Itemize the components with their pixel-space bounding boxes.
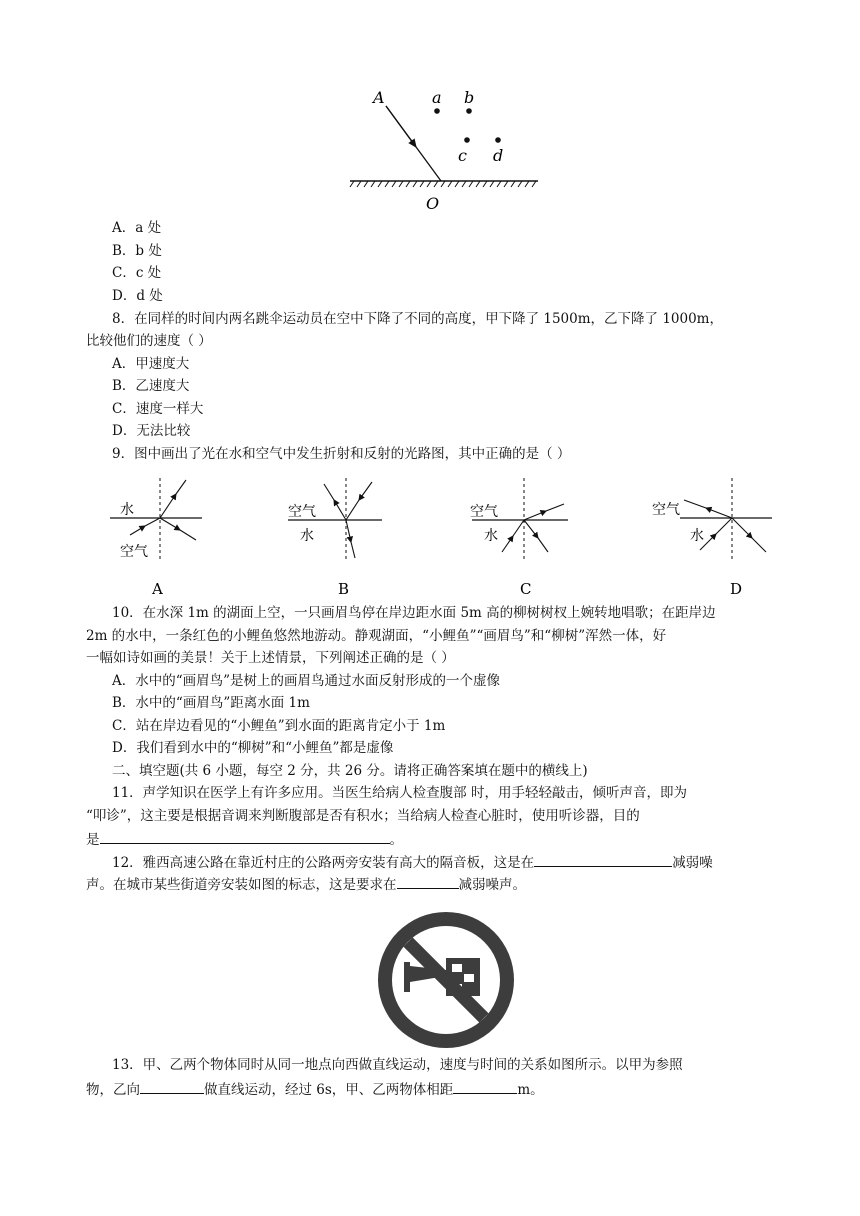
q12-answer-blank-1[interactable] <box>534 852 672 867</box>
q8-stem-line1: 8．在同样的时间内两名跳伞运动员在空中下降了不同的高度，甲下降了 1500m，乙下降了 1000m， <box>112 311 723 327</box>
point-a <box>434 108 440 114</box>
label-a: a <box>432 88 442 107</box>
diagram-a-top-label: 水 <box>120 502 134 518</box>
q13-text-b: 做直线运动，经过 6s，甲、乙两物体相距 <box>204 1082 454 1098</box>
label-O: O <box>426 194 440 213</box>
q13-stem-line1: 13．甲、乙两个物体同时从同一地点向西做直线运动，速度与时间的关系如图所示。以甲为参照 <box>112 1057 683 1073</box>
q9-stem: 9．图中画出了光在水和空气中发生折射和反射的光路图，其中正确的是（ ） <box>112 446 571 462</box>
q7-option-c: C．c 处 <box>112 265 162 281</box>
q7-option-d: D．d 处 <box>112 288 163 304</box>
q10-option-d: D．我们看到水中的“柳树”和“小鲤鱼”都是虚像 <box>112 740 394 756</box>
q10-stem-line2: 2m 的水中，一条红色的小鲤鱼悠然地游动。静观湖面，“小鲤鱼”“画眉鸟”和“柳树”浑然一体，好 <box>86 628 667 644</box>
q9-refraction-diagrams <box>100 470 800 602</box>
q12-text-b: 减弱噪 <box>672 855 713 871</box>
label-b: b <box>464 88 475 107</box>
q11-stem-line2: “叩诊”，这主要是根据音调来判断腹部是否有积水；当给病人检查心脏时，使用听诊器，目的 <box>86 808 640 824</box>
label-c: c <box>458 146 467 165</box>
q13-stem-line2 <box>86 1079 544 1099</box>
diagram-d-caption: D <box>730 580 743 598</box>
q11-text-a: 是 <box>86 832 100 848</box>
q12-answer-blank-2[interactable] <box>397 874 459 889</box>
diagram-d-bottom-label: 水 <box>690 528 704 544</box>
q8-option-b: B．乙速度大 <box>112 378 190 394</box>
q13-text-a: 物，乙向 <box>86 1082 140 1098</box>
diagram-a-bottom-label: 空气 <box>120 544 148 560</box>
q11-text-b: 。 <box>389 832 403 848</box>
label-A: A <box>373 88 385 107</box>
q12-stem-line1 <box>112 852 713 872</box>
diagram-b <box>288 478 382 598</box>
q8-stem-line2: 比较他们的速度（ ） <box>86 333 212 349</box>
diagram-b-caption: B <box>338 580 350 598</box>
diagram-d <box>652 478 772 598</box>
reflection-point-figure <box>340 84 550 214</box>
q11-stem-line1: 11．声学知识在医学上有许多应用。当医生给病人检查腹部 时，用手轻轻敲击，倾听声音，即为 <box>112 785 687 801</box>
mirror-hatching <box>350 181 536 187</box>
section-heading: 二、填空题(共 6 小题，每空 2 分，共 26 分。请将正确答案填在题中的横线上) <box>112 763 588 779</box>
q10-option-b: B．水中的“画眉鸟”距离水面 1m <box>112 695 310 711</box>
q13-text-c: m。 <box>517 1082 544 1098</box>
q12-text-a: 12．雅西高速公路在靠近村庄的公路两旁安装有高大的隔音板，这是在 <box>112 855 535 871</box>
diagram-c-top-label: 空气 <box>470 504 498 520</box>
q7-option-a: A．a 处 <box>112 220 162 236</box>
q11-answer-blank[interactable] <box>100 829 390 844</box>
q12-stem-line2 <box>86 874 526 894</box>
q11-stem-line3 <box>86 829 403 849</box>
diagram-b-bottom-label: 水 <box>300 528 314 544</box>
point-d <box>495 137 501 143</box>
q10-option-c: C．站在岸边看见的“小鲤鱼”到水面的距离肯定小于 1m <box>112 718 446 734</box>
diagram-c-bottom-label: 水 <box>484 528 498 544</box>
diagram-a-caption: A <box>152 580 163 598</box>
incident-ray-arrow <box>386 106 416 147</box>
q12-text-d: 减弱噪声。 <box>458 877 526 893</box>
q10-stem-line1: 10．在水深 1m 的湖面上空，一只画眉鸟停在岸边距水面 5m 高的柳树树杈上婉转地唱歌；在距岸边 <box>112 605 716 621</box>
no-horn-sign <box>376 910 516 1050</box>
diagram-a <box>110 478 202 598</box>
label-d: d <box>493 146 504 165</box>
q10-option-a: A．水中的“画眉鸟”是树上的画眉鸟通过水面反射形成的一个虚像 <box>112 673 501 689</box>
q8-option-c: C．速度一样大 <box>112 401 204 417</box>
point-b <box>466 108 472 114</box>
q8-option-d: D．无法比较 <box>112 423 191 439</box>
q12-text-c: 声。在城市某些街道旁安装如图的标志，这是要求在 <box>86 877 397 893</box>
q10-stem-line3: 一幅如诗如画的美景！关于上述情景，下列阐述正确的是（ ） <box>86 650 455 666</box>
diagram-d-top-label: 空气 <box>652 502 680 518</box>
q7-option-b: B．b 处 <box>112 243 162 259</box>
q13-answer-blank-1[interactable] <box>140 1079 204 1094</box>
diagram-c <box>470 478 568 598</box>
q8-option-a: A．甲速度大 <box>112 356 190 372</box>
q13-answer-blank-2[interactable] <box>453 1079 517 1094</box>
diagram-b-top-label: 空气 <box>288 504 316 520</box>
point-c <box>464 137 470 143</box>
diagram-c-caption: C <box>520 580 532 598</box>
